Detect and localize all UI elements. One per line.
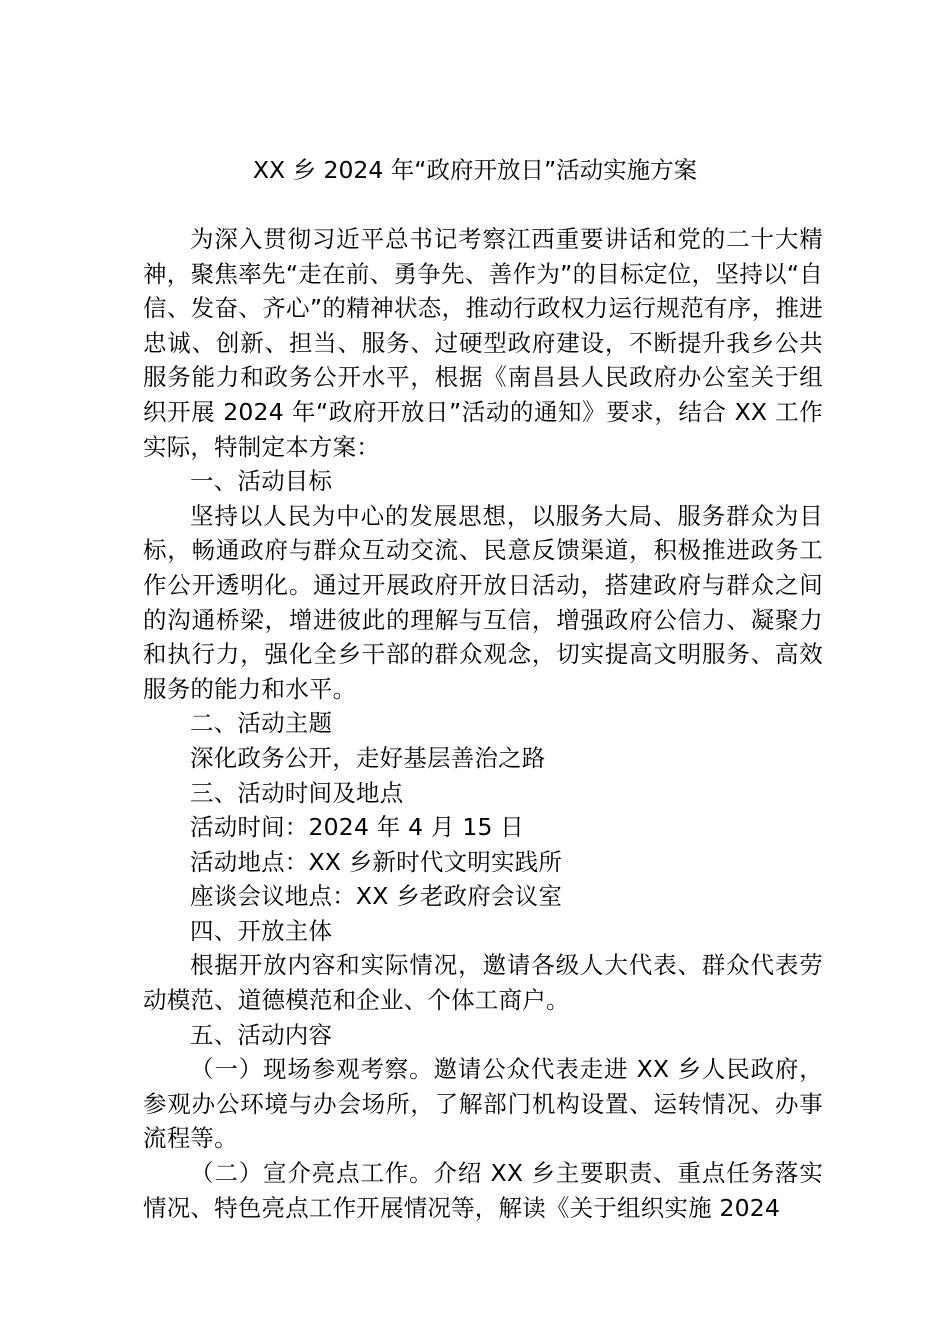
- document-title: XX 乡 2024 年“政府开放日”活动实施方案: [252, 156, 698, 184]
- activity-location-line: 活动地点：XX 乡新时代文明实践所: [190, 847, 563, 876]
- document-body: [143, 222, 823, 1225]
- goal-paragraph: 坚持以人民为中心的发展思想，以服务大局、服务群众为目标，畅通政府与群众互动交流、民意反馈渠道，积极推进政务工作公开透明化。通过开展政府开放日活动，搭建政府与群众之间的沟通桥梁，增进彼此的理解与互信，增强政府公信力、凝聚力和执行力，强化全乡干部的群众观念，切实提高文明服务、高效服务的能力和水平。: [143, 501, 823, 703]
- section-heading-time-place: 三、活动时间及地点: [190, 778, 404, 807]
- content-item-site-visit: （一）现场参观考察。邀请公众代表走进 XX 乡人民政府，参观办公环境与办会场所，了解部门机构设置、运转情况、办事流程等。: [143, 1055, 823, 1153]
- section-heading-content: 五、活动内容: [190, 1020, 333, 1049]
- section-heading-goal: 一、活动目标: [190, 467, 333, 496]
- section-heading-theme: 二、活动主题: [190, 709, 333, 738]
- meeting-location-line: 座谈会议地点：XX 乡老政府会议室: [190, 882, 563, 911]
- participants-paragraph: 根据开放内容和实际情况，邀请各级人大代表、群众代表劳动模范、道德模范和企业、个体工商户。: [143, 951, 823, 1015]
- content-item-highlights: （二）宣介亮点工作。介绍 XX 乡主要职责、重点任务落实情况、特色亮点工作开展情况等，解读《关于组织实施 2024: [143, 1159, 823, 1222]
- intro-paragraph: 为深入贯彻习近平总书记考察江西重要讲话和党的二十大精神，聚焦率先“走在前、勇争先、善作为”的目标定位，坚持以“自信、发奋、齐心”的精神状态，推动行政权力运行规范有序，推进忠诚、创新、担当、服务、过硬型政府建设，不断提升我乡公共服务能力和政务公开水平，根据《南昌县人民政府办公室关于组织开展 2024 年“政府开放日”活动的通知》要求，结合 XX 工作实际，特制定本方案：: [143, 225, 823, 461]
- activity-time-line: 活动时间：2024 年 4 月 15 日: [190, 813, 525, 842]
- section-heading-participants: 四、开放主体: [190, 916, 333, 945]
- theme-paragraph: 深化政务公开，走好基层善治之路: [190, 743, 546, 772]
